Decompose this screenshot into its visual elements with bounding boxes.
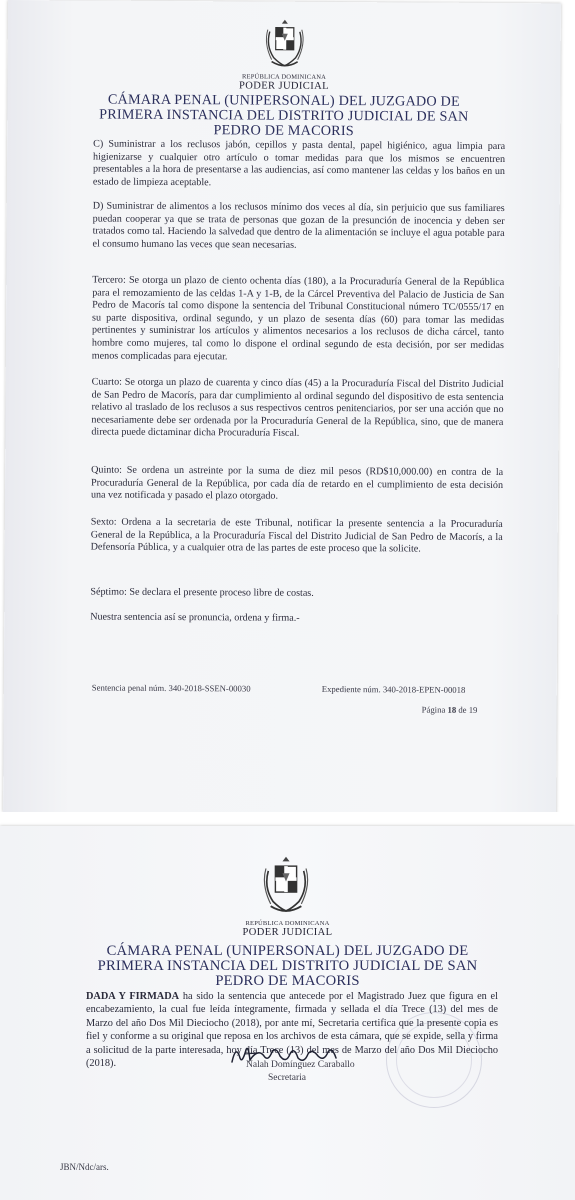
document-page-19: [0, 826, 575, 1200]
document-page-18: [3, 0, 561, 815]
paragraph-d: D) Suministrar de alimentos a los reclusos mínimo dos veces al día, sin perjuicio que sus familiares puedan cooperar ya que se trata de personas que gozan de la presunción de inocencia y deben ser tratados como tal. Haciendo la salvedad que dentro de la alimentación se incluye el agua potable para el consumo humano las veces que sean necesarias.: [92, 200, 505, 251]
document-initials: JBN/Ndc/ars.: [60, 1162, 109, 1172]
certification-paragraph: DADA Y FIRMADA ha sido la sentencia que antecede por el Magistrado Juez que figura en el encabezamiento, la cual fue leída íntegramente, firmada y sellada el día Trece (13) del mes de Marzo del año Dos Mil Dieciocho (2018), por ante mí, Secretaria certifica que la presente copia es fiel y conforme a su original que reposa en los archivos de esta cámara, que se expide, sella y firma a solicitud de la parte interesada, hoy día Trece (13) del mes de Marzo del año Dos Mil Dieciocho (2018).: [86, 991, 498, 1070]
page-gap: [0, 812, 575, 826]
court-title-line-2: PRIMERA INSTANCIA DEL DISTRITO JUDICIAL DE SAN: [99, 106, 469, 125]
paragraph-sexto: Sexto: Ordena a la secretaria de este Tribunal, notificar la presente sentencia a la Procuraduría General de la República, a la Procuraduría Fiscal del Distrito Judicial de San Pedro de Macorís, a la Defensoría Pública, y a cualquier otra de las partes de este proceso que la solicite.: [90, 516, 503, 555]
court-title-line-3: PEDRO DE MACORIS: [213, 122, 354, 140]
paragraph-tercero: Tercero: Se otorga un plazo de ciento ochenta días (180), a la Procuraduría General de la República para el remozamiento de las celdas 1-A y 1-B, de la Cárcel Preventiva del Palacio de Justicia de San Pedro de Macorís tal como dispone la sentencia del Tribunal Constitucional número TC/0555/17 en su parte dispositiva, ordinal segundo, y un plazo de sesenta días (60) para tomar las medidas pertinentes y suministrar los artículos y alimentos necesarios a los reclusos de dicha cárcel, tanto hombre como mujeres, tal como lo dispone el ordinal segundo de esta decisión, por ser medidas menos complicadas para ejecutar.: [91, 274, 505, 362]
closing-statement: Nuestra sentencia así se pronuncia, ordena y firma.-: [90, 611, 300, 624]
coat-of-arms-seal: [262, 16, 308, 72]
court-title-line-3: PEDRO DE MACORIS: [215, 973, 360, 989]
court-title-line-1: CÁMARA PENAL (UNIPERSONAL) DEL JUZGADO DE: [106, 943, 469, 959]
sentencia-number: Sentencia penal núm. 340-2018-SSEN-00030: [91, 682, 251, 694]
paragraph-septimo: Séptimo: Se declara el presente proceso libre de costas.: [90, 586, 314, 599]
expediente-number: Expediente núm. 340-2018-EPEN-00018: [321, 683, 466, 695]
court-title-line-1: CÁMARA PENAL (UNIPERSONAL) DEL JUZGADO DE: [107, 91, 460, 110]
paragraph-c: C) Suministrar a los reclusos jabón, cepillos y pasta dental, papel higiénico, agua limpia para higienizarse y cualquier otro artículo o tomar medidas para que los mismos se encuentren presentables a la hora de presentarse a las audiencias, así como mantener las celdas y los baños en un estado de limpieza aceptable.: [92, 138, 506, 189]
court-title-line-2: PRIMERA INSTANCIA DEL DISTRITO JUDICIAL DE SAN: [97, 958, 478, 974]
signer-name: Nalah Domínguez Caraballo: [246, 1060, 355, 1070]
signer-role: Secretaria: [268, 1073, 306, 1083]
organization-name: PODER JUDICIAL: [238, 80, 329, 92]
seal-caption: REPÚBLICA DOMINICANA: [245, 920, 330, 927]
paragraph-cuarto: Cuarto: Se otorga un plazo de cuarenta y cinco días (45) a la Procuraduría Fiscal del Distrito Judicial de San Pedro de Macorís, para dar cumplimiento al ordinal segundo del dispositivo de esta sentencia relativo al traslado de los reclusos a sus respectivos centros penitenciarios, por ser una acción que no necesariamente debe ser ordenada por la Procuraduría General de la República, sino, que de manera directa puede dictaminar dicha Procuraduría Fiscal.: [91, 376, 504, 440]
organization-name: PODER JUDICIAL: [242, 927, 333, 938]
page-number: Página 18 de 19: [421, 704, 478, 715]
paragraph-quinto: Quinto: Se ordena un astreinte por la suma de diez mil pesos (RD$10,000.00) en contra de la Procuraduría General de la República, por cada día de retardo en el cumplimiento de esta decisión una vez notificada y pasado el plazo otorgado.: [90, 464, 504, 502]
coat-of-arms-seal: [258, 852, 314, 918]
seal-caption: REPÚBLICA DOMINICANA: [242, 73, 327, 81]
